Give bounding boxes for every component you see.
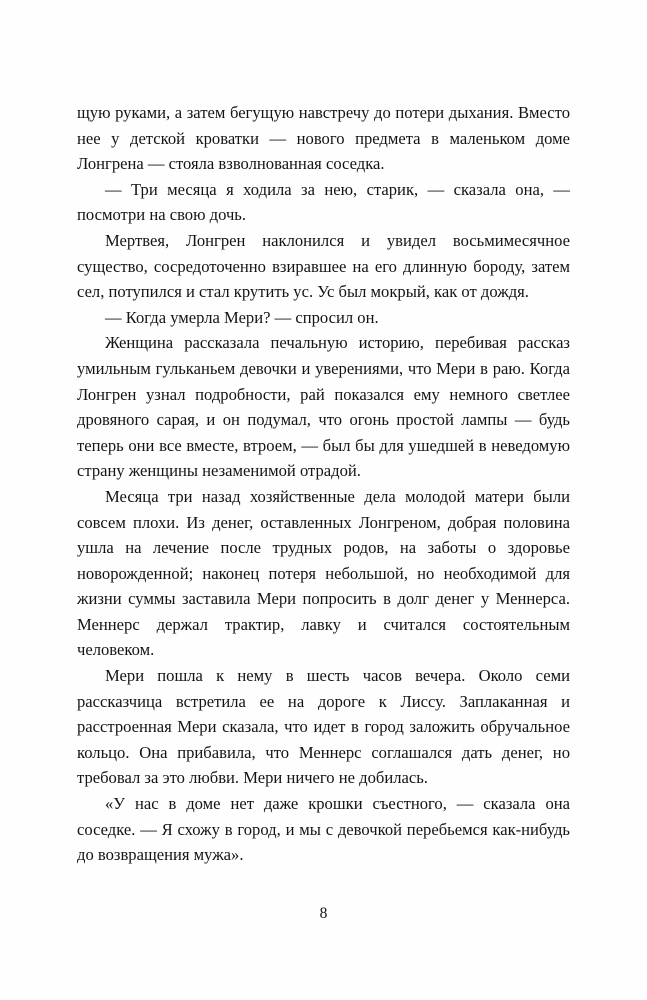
paragraph: — Три месяца я ходила за нею, старик, — сказала она, — посмотри на свою дочь. (77, 179, 570, 225)
paragraph: Мери пошла к нему в шесть часов вечера. Около семи рассказчица встретила ее на дороге к Лиссу. Заплаканная и расстроенная Мери сказала, что идет в город заложить обручальное кольцо. Она прибавила, что Меннерс соглашался дать денег, но требовал за это любви. Мери ничего не добилась. (77, 666, 570, 788)
paragraph: щую руками, а затем бегущую навстречу до потери дыхания. Вместо нее у детской кроватки — нового предмета в маленьком доме Лонгрена — стояла взволнованная соседка. (77, 103, 570, 174)
page-body-text (77, 100, 570, 868)
page-number: 8 (319, 905, 328, 922)
paragraph: Мертвея, Лонгрен наклонился и увидел восьмимесячное существо, сосредоточенно взиравшее на его длинную бороду, затем сел, потупился и стал крутить ус. Ус был мокрый, как от дождя. (77, 230, 570, 302)
paragraph: — Когда умерла Мери? — спросил он. (105, 307, 379, 327)
paragraph: Месяца три назад хозяйственные дела молодой матери были совсем плохи. Из денег, оставленных Лонгреном, добрая половина ушла на лечение после трудных родов, на заботы о здоровье новорожденной; наконец потеря небольшой, но необходимой для жизни суммы заставила Мери попросить в долг денег у Меннерса. Меннерс держал трактир, лавку и считался состоятельным человеком. (77, 486, 570, 660)
paragraph: «У нас в доме нет даже крошки съестного, — сказала она соседке. — Я схожу в город, и мы с девочкой перебьемся как-нибудь до возвращения мужа». (77, 794, 570, 865)
paragraph: Женщина рассказала печальную историю, перебивая рассказ умильным гульканьем девочки и уверениями, что Мери в раю. Когда Лонгрен узнал подробности, рай показался ему немного светлее дровяного сарая, и он подумал, что огонь простой лампы — будь теперь они все вместе, втроем, — был бы для ушедшей в неведомую страну женщины незаменимой отрадой. (77, 333, 570, 481)
